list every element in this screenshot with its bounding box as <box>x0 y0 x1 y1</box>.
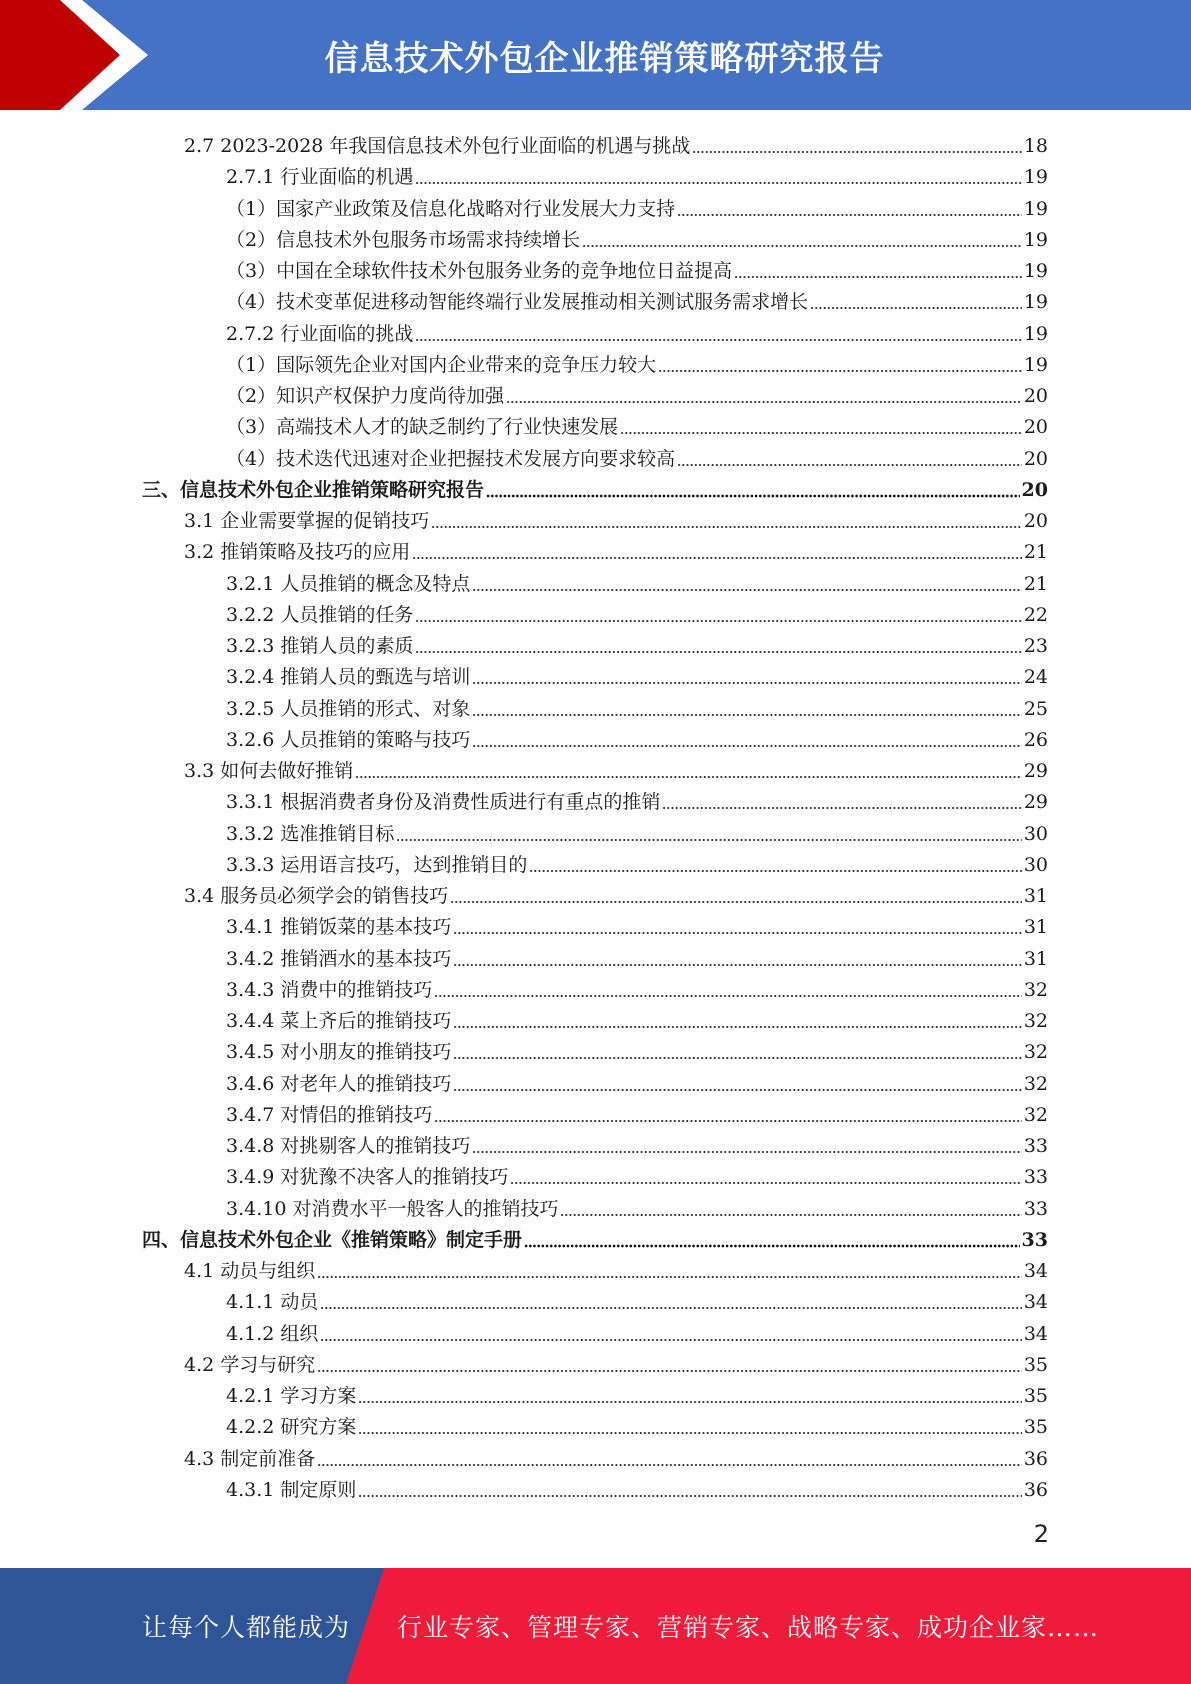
toc-leader-dots <box>472 1134 1021 1154</box>
page-title: 信息技术外包企业推销策略研究报告 <box>324 38 885 79</box>
toc-entry[interactable] <box>226 1190 1048 1221</box>
toc-entry-label: 3.1 企业需要掌握的促销技巧 <box>184 510 430 532</box>
toc-leader-dots <box>620 415 1022 435</box>
toc-entry-label: 3.4.9 对犹豫不决客人的推销技巧 <box>226 1166 509 1189</box>
toc-entry-label: 三、信息技术外包企业推销策略研究报告 <box>142 478 485 501</box>
toc-leader-dots <box>810 290 1022 310</box>
toc-entry-label: （3）中国在全球软件技术外包服务业务的竞争地位日益提高 <box>226 260 733 282</box>
toc-entry-page: 32 <box>1023 1010 1048 1032</box>
toc-entry-page: 31 <box>1023 885 1048 907</box>
toc-leader-dots <box>415 165 1021 185</box>
toc-entry[interactable] <box>226 1096 1048 1127</box>
toc-entry-label: 2.7.1 行业面临的机遇 <box>226 166 414 189</box>
toc-entry[interactable] <box>226 627 1048 658</box>
toc-leader-dots <box>453 1040 1021 1060</box>
page-footer <box>0 1568 1191 1684</box>
toc-entry-label: 3.2.4 推销人员的甄选与培训 <box>226 666 471 689</box>
toc-leader-dots <box>355 759 1022 779</box>
toc-entry-label: 3.4.1 推销饭菜的基本技巧 <box>226 916 452 939</box>
toc-entry[interactable] <box>226 846 1048 877</box>
toc-entry-page: 20 <box>1023 416 1048 439</box>
toc-entry-label: （1）国家产业政策及信息化战略对行业发展大力支持 <box>226 197 676 220</box>
toc-leader-dots <box>453 1009 1021 1029</box>
toc-leader-dots <box>317 1353 1022 1373</box>
toc-entry-page: 19 <box>1023 260 1048 282</box>
toc-entry-page: 20 <box>1023 385 1048 407</box>
toc-entry-page: 24 <box>1023 666 1048 689</box>
toc-entry-page: 29 <box>1023 760 1048 782</box>
toc-leader-dots <box>396 822 1021 842</box>
toc-entry-label: 4.2 学习与研究 <box>184 1353 316 1376</box>
toc-entry[interactable] <box>226 158 1048 189</box>
toc-entry-label: 4.1 动员与组织 <box>184 1260 316 1282</box>
toc-entry[interactable] <box>226 1408 1048 1439</box>
toc-leader-dots <box>529 853 1021 873</box>
toc-entry-label: 3.4.3 消费中的推销技巧 <box>226 978 433 1001</box>
toc-leader-dots <box>472 697 1021 717</box>
toc-entry-label: 3.4.7 对情侣的推销技巧 <box>226 1103 433 1126</box>
toc-leader-dots <box>510 1165 1021 1185</box>
toc-leader-dots <box>524 1228 1020 1248</box>
toc-entry-page: 21 <box>1023 572 1048 595</box>
toc-entry-label: 4.2.2 研究方案 <box>226 1416 357 1439</box>
toc-entry-page: 19 <box>1023 291 1048 314</box>
toc-entry-label: 2.7 2023-2028 年我国信息技术外包行业面临的机遇与挑战 <box>184 135 691 157</box>
toc-entry-page: 29 <box>1023 791 1048 814</box>
footer-slogan-right: 行业专家、管理专家、营销专家、战略专家、成功企业家…… <box>397 1613 1100 1642</box>
toc-leader-dots <box>412 540 1022 560</box>
toc-entry[interactable] <box>226 596 1048 627</box>
toc-leader-dots <box>317 1259 1022 1279</box>
toc-leader-dots <box>358 1384 1021 1404</box>
toc-entry[interactable] <box>226 1377 1048 1408</box>
toc-entry-label: 3.3 如何去做好推销 <box>184 760 354 782</box>
toc-entry[interactable] <box>226 440 1048 471</box>
toc-entry[interactable] <box>226 283 1048 314</box>
toc-entry[interactable] <box>226 721 1048 752</box>
toc-entry[interactable] <box>226 565 1048 596</box>
toc-leader-dots <box>506 384 1022 404</box>
toc-entry-page: 25 <box>1023 697 1048 720</box>
toc-entry-page: 22 <box>1023 603 1048 626</box>
toc-entry[interactable] <box>226 815 1048 846</box>
toc-entry-label: 3.2.2 人员推销的任务 <box>226 603 414 626</box>
toc-entry[interactable] <box>226 658 1048 689</box>
toc-entry[interactable] <box>142 1221 1048 1252</box>
toc-entry-label: 3.4 服务员必须学会的销售技巧 <box>184 885 449 907</box>
toc-entry[interactable] <box>226 377 1048 408</box>
toc-entry-page: 32 <box>1023 1041 1048 1064</box>
toc-leader-dots <box>415 603 1021 623</box>
toc-entry-label: 4.3.1 制定原则 <box>226 1478 357 1501</box>
toc-entry[interactable] <box>226 1315 1048 1346</box>
toc-entry-page: 33 <box>1021 1228 1048 1251</box>
toc-entry[interactable] <box>226 1065 1048 1096</box>
toc-entry[interactable] <box>226 971 1048 1002</box>
toc-entry-label: 3.4.5 对小朋友的推销技巧 <box>226 1041 452 1064</box>
toc-entry[interactable] <box>226 221 1048 252</box>
toc-entry-label: 3.4.6 对老年人的推销技巧 <box>226 1072 452 1095</box>
toc-entry[interactable] <box>226 315 1048 346</box>
toc-entry-page: 35 <box>1023 1353 1048 1376</box>
toc-entry-label: 3.2.1 人员推销的概念及特点 <box>226 572 471 595</box>
toc-leader-dots <box>472 728 1021 748</box>
toc-leader-dots <box>734 259 1022 279</box>
toc-entry[interactable] <box>226 346 1048 377</box>
toc-entry-label: 3.2 推销策略及技巧的应用 <box>184 541 411 564</box>
toc-entry-page: 19 <box>1023 322 1048 345</box>
toc-leader-dots <box>582 228 1022 248</box>
toc-leader-dots <box>358 1478 1021 1498</box>
toc-leader-dots <box>486 478 1020 498</box>
toc-entry-page: 20 <box>1023 510 1048 532</box>
toc-entry-page: 18 <box>1023 135 1048 157</box>
toc-entry-label: 3.2.6 人员推销的策略与技巧 <box>226 728 471 751</box>
toc-entry-label: 四、信息技术外包企业《推销策略》制定手册 <box>142 1228 523 1251</box>
toc-leader-dots <box>415 322 1021 342</box>
toc-entry-page: 20 <box>1021 478 1048 501</box>
toc-entry-label: 4.3 制定前准备 <box>184 1447 316 1470</box>
toc-leader-dots <box>434 978 1021 998</box>
toc-entry-page: 32 <box>1023 978 1048 1001</box>
toc-entry-page: 33 <box>1023 1135 1048 1157</box>
toc-entry[interactable] <box>226 1471 1048 1502</box>
toc-entry[interactable] <box>226 908 1048 939</box>
toc-leader-dots <box>453 1072 1021 1092</box>
toc-entry-page: 30 <box>1023 822 1048 845</box>
toc-entry-page: 31 <box>1023 916 1048 939</box>
toc-entry-label: （2）知识产权保护力度尚待加强 <box>226 385 505 407</box>
toc-leader-dots <box>358 1415 1021 1435</box>
toc-leader-dots <box>472 572 1021 592</box>
toc-entry-label: 3.4.4 菜上齐后的推销技巧 <box>226 1010 452 1032</box>
toc-entry[interactable] <box>184 127 1048 158</box>
toc-entry[interactable] <box>226 190 1048 221</box>
toc-entry[interactable] <box>184 1440 1048 1471</box>
toc-entry-page: 32 <box>1023 1072 1048 1095</box>
toc-entry-label: 3.4.8 对挑剔客人的推销技巧 <box>226 1135 471 1157</box>
toc-entry-label: （4）技术变革促进移动智能终端行业发展推动相关测试服务需求增长 <box>226 291 809 314</box>
toc-entry[interactable] <box>142 471 1048 502</box>
toc-entry[interactable] <box>184 502 1048 533</box>
toc-leader-dots <box>453 915 1021 935</box>
toc-entry-page: 23 <box>1023 635 1048 657</box>
toc-entry[interactable] <box>226 1158 1048 1189</box>
toc-entry[interactable] <box>226 940 1048 971</box>
toc-leader-dots <box>472 665 1021 685</box>
toc-entry-label: 3.3.2 选准推销目标 <box>226 822 395 845</box>
toc-entry-label: 3.3.1 根据消费者身份及消费性质进行有重点的推销 <box>226 791 661 814</box>
toc-entry-page: 31 <box>1023 947 1048 970</box>
toc-leader-dots <box>450 884 1022 904</box>
toc-entry-page: 19 <box>1023 353 1048 376</box>
footer-slogan-left: 让每个人都能成为 <box>142 1613 351 1642</box>
toc-leader-dots <box>662 790 1021 810</box>
toc-entry-page: 36 <box>1023 1447 1048 1470</box>
page-number: 2 <box>1033 1520 1049 1548</box>
toc-leader-dots <box>320 1290 1021 1310</box>
toc-leader-dots <box>431 509 1022 529</box>
toc-entry-page: 19 <box>1023 228 1048 251</box>
toc-leader-dots <box>692 134 1021 154</box>
toc-entry-page: 19 <box>1023 197 1048 220</box>
toc-leader-dots <box>560 1197 1021 1217</box>
toc-entry-label: 2.7.2 行业面临的挑战 <box>226 322 414 345</box>
toc-entry[interactable] <box>226 1002 1048 1033</box>
toc-leader-dots <box>434 1103 1021 1123</box>
toc-entry[interactable] <box>184 1252 1048 1283</box>
toc-leader-dots <box>320 1322 1021 1342</box>
toc-entry[interactable] <box>226 690 1048 721</box>
toc-entry-page: 30 <box>1023 853 1048 876</box>
toc-entry[interactable] <box>226 408 1048 439</box>
toc-entry[interactable] <box>184 752 1048 783</box>
toc-entry-page: 34 <box>1023 1291 1048 1314</box>
toc-leader-dots <box>317 1447 1022 1467</box>
toc-entry[interactable] <box>226 1283 1048 1314</box>
page-header <box>0 0 1191 110</box>
toc-entry-page: 21 <box>1023 541 1048 564</box>
toc-entry-page: 32 <box>1023 1103 1048 1126</box>
toc-entry[interactable] <box>226 252 1048 283</box>
toc-entry-page: 33 <box>1023 1166 1048 1189</box>
toc-leader-dots <box>658 353 1022 373</box>
toc-entry-label: 3.4.2 推销酒水的基本技巧 <box>226 947 452 970</box>
toc-entry-label: 4.1.2 组织 <box>226 1322 319 1345</box>
toc-leader-dots <box>453 947 1021 967</box>
toc-entry-page: 19 <box>1023 166 1048 189</box>
toc-entry-page: 26 <box>1023 728 1048 751</box>
toc-entry-label: 4.1.1 动员 <box>226 1291 319 1314</box>
toc-entry[interactable] <box>184 1346 1048 1377</box>
toc-entry-label: 4.2.1 学习方案 <box>226 1385 357 1407</box>
toc-entry-label: （4）技术迭代迅速对企业把握技术发展方向要求较高 <box>226 447 676 470</box>
toc-entry-label: （1）国际领先企业对国内企业带来的竞争压力较大 <box>226 353 657 376</box>
toc-entry[interactable] <box>184 533 1048 564</box>
toc-entry-label: 3.2.5 人员推销的形式、对象 <box>226 697 471 720</box>
toc-entry-page: 34 <box>1023 1322 1048 1345</box>
toc-entry-label: （3）高端技术人才的缺乏制约了行业快速发展 <box>226 416 619 439</box>
toc-entry-page: 34 <box>1023 1260 1048 1282</box>
toc-entry-page: 20 <box>1023 447 1048 470</box>
toc-entry[interactable] <box>226 783 1048 814</box>
toc-leader-dots <box>677 197 1022 217</box>
toc-entry[interactable] <box>184 877 1048 908</box>
toc-entry-page: 35 <box>1023 1416 1048 1439</box>
toc-entry-page: 33 <box>1023 1197 1048 1220</box>
toc-leader-dots <box>415 634 1021 654</box>
toc-entry-label: （2）信息技术外包服务市场需求持续增长 <box>226 228 581 251</box>
toc-entry-page: 36 <box>1023 1478 1048 1501</box>
toc-entry[interactable] <box>226 1127 1048 1158</box>
toc-entry-label: 3.3.3 运用语言技巧，达到推销目的 <box>226 853 528 876</box>
toc-entry-page: 35 <box>1023 1385 1048 1407</box>
toc-entry-label: 3.2.3 推销人员的素质 <box>226 635 414 657</box>
toc-entry[interactable] <box>226 1033 1048 1064</box>
toc-leader-dots <box>677 447 1022 467</box>
toc-entry-label: 3.4.10 对消费水平一般客人的推销技巧 <box>226 1197 559 1220</box>
